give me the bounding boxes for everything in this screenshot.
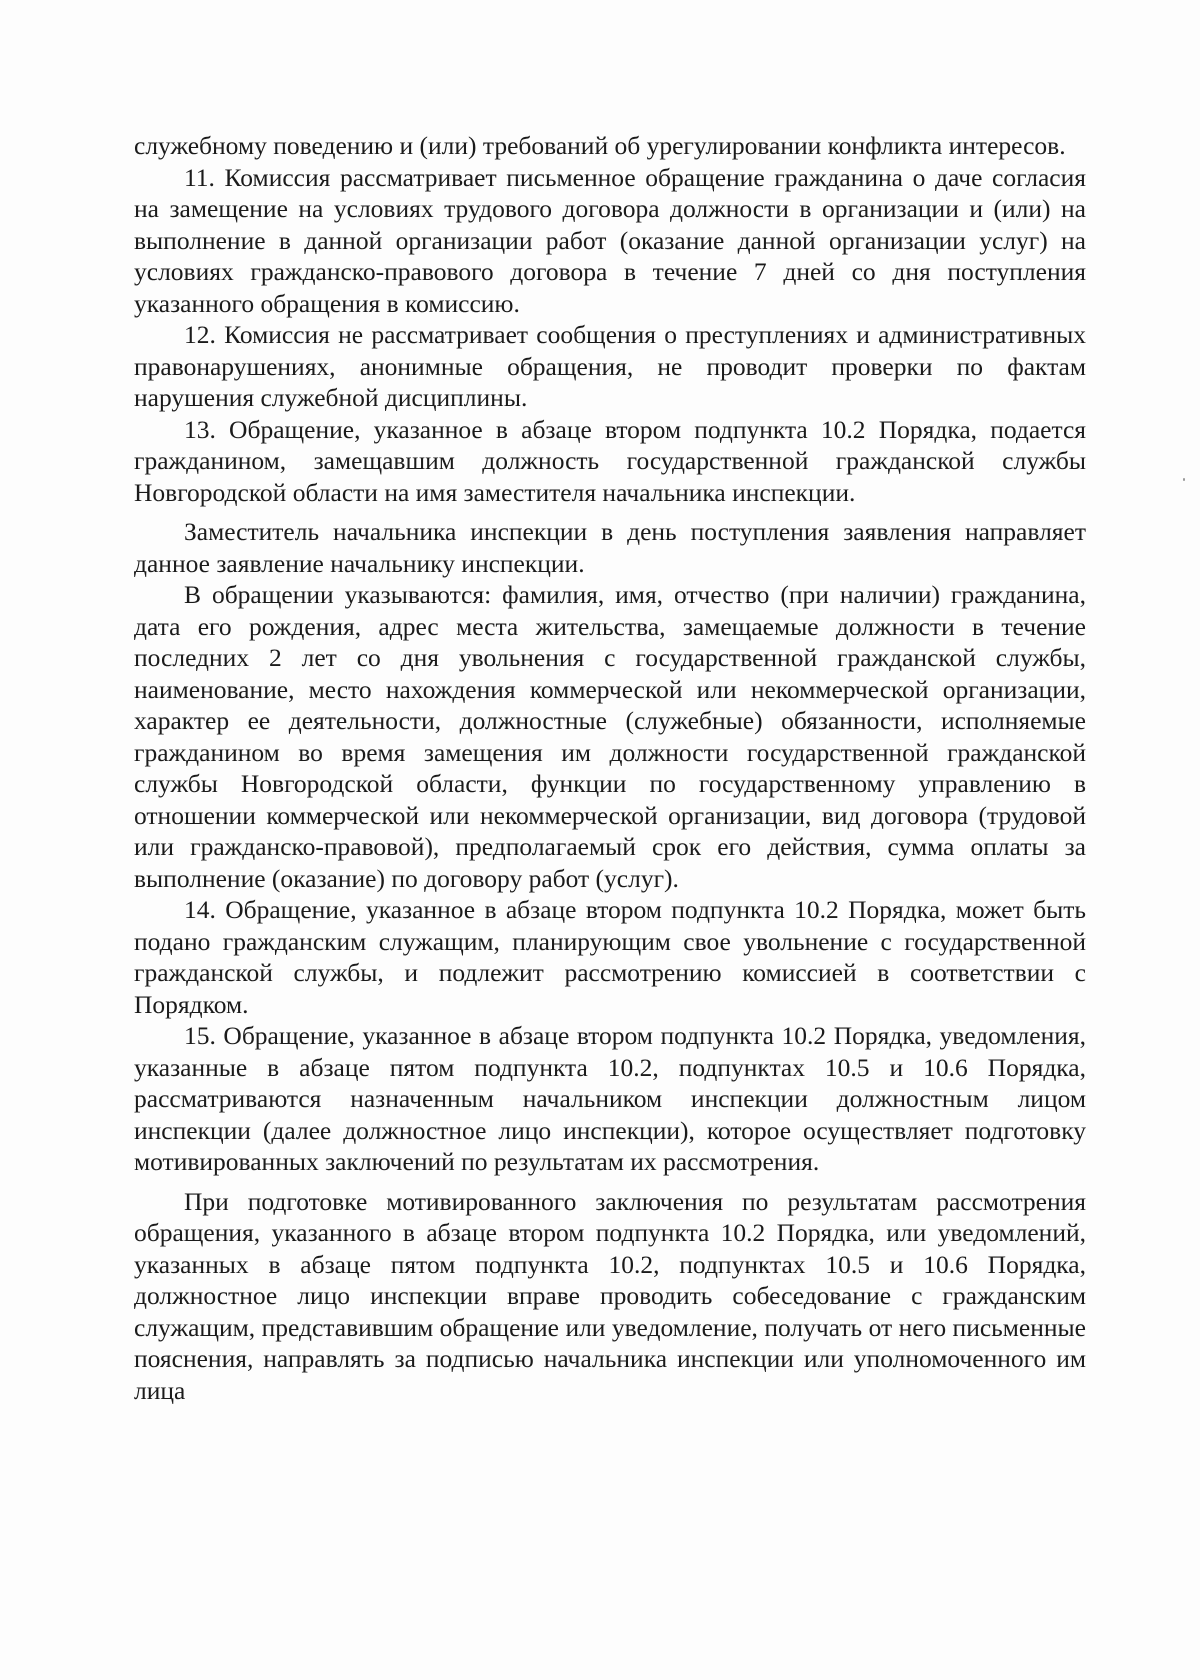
paragraph-continuation: служебному поведению и (или) требований об урегулировании конфликта интересов. (134, 131, 1066, 160)
paragraph-13: 13. Обращение, указанное в абзаце втором подпункта 10.2 Порядка, подается гражданином, замещавшим должность государственной гражданской службы Новгородской области на имя заместителя начальника инспекции. (134, 414, 1086, 507)
paragraph-15: 15. Обращение, указанное в абзаце втором подпункта 10.2 Порядка, уведомления, указанные в абзаце пятом подпункта 10.2, подпунктах 10.5 и 10.6 Порядка, рассматриваются назначенным начальником инспекции должностным лицом инспекции (далее должностное лицо инспекции), которое осуществляет подготовку мотивированных заключений по результатам их рассмотрения. (134, 1021, 1086, 1176)
paragraph-14: 14. Обращение, указанное в абзаце втором подпункта 10.2 Порядка, может быть подано гражданским служащим, планирующим свое увольнение с государственной гражданской службы, и подлежит рассмотрению комиссией в соответствии с Порядком. (134, 895, 1086, 1019)
paragraph-12: 12. Комиссия не рассматривает сообщения о преступлениях и административных правонарушениях, анонимные обращения, не проводит проверки по фактам нарушения служебной дисциплины. (134, 320, 1086, 412)
paragraph-11: 11. Комиссия рассматривает письменное обращение гражданина о даче согласия на замещение на условиях трудового договора должности в организации и (или) на выполнение в данной организации работ (оказание данной организации услуг) на условиях гражданско-правового договора в течение 7 дней со дня поступления указанного обращения в комиссию. (134, 162, 1086, 318)
paragraph-deputy: Заместитель начальника инспекции в день поступления заявления направляет данное заявление начальнику инспекции. (134, 517, 1086, 578)
paragraph-application-contents: В обращении указываются: фамилия, имя, отчество (при наличии) гражданина, дата его рождения, адрес места жительства, замещаемые должности в течение последних 2 лет со дня увольнения с государственной гражданской службы, наименование, место нахождения коммерческой или некоммерческой организации, характер ее деятельности, должностные (служебные) обязанности, исполняемые гражданином во время замещения им должности государственной гражданской службы Новгородской области, функции по государственному управлению в отношении коммерческой или некоммерческой организации, вид договора (трудовой или гражданско-правовой), предполагаемый срок его действия, сумма оплаты за выполнение (оказание) по договору работ (услуг). (134, 580, 1086, 893)
document-body (134, 130, 1086, 1406)
scan-speck (1183, 478, 1185, 481)
paragraph-preparation: При подготовке мотивированного заключения по результатам рассмотрения обращения, указанного в абзаце втором подпункта 10.2 Порядка, или уведомлений, указанных в абзаце пятом подпункта 10.2, подпунктах 10.5 и 10.6 Порядка, должностное лицо инспекции вправе проводить собеседование с гражданским служащим, представившим обращение или уведомление, получать от него письменные пояснения, направлять за подписью начальника инспекции или уполномоченного им лица (134, 1186, 1086, 1405)
